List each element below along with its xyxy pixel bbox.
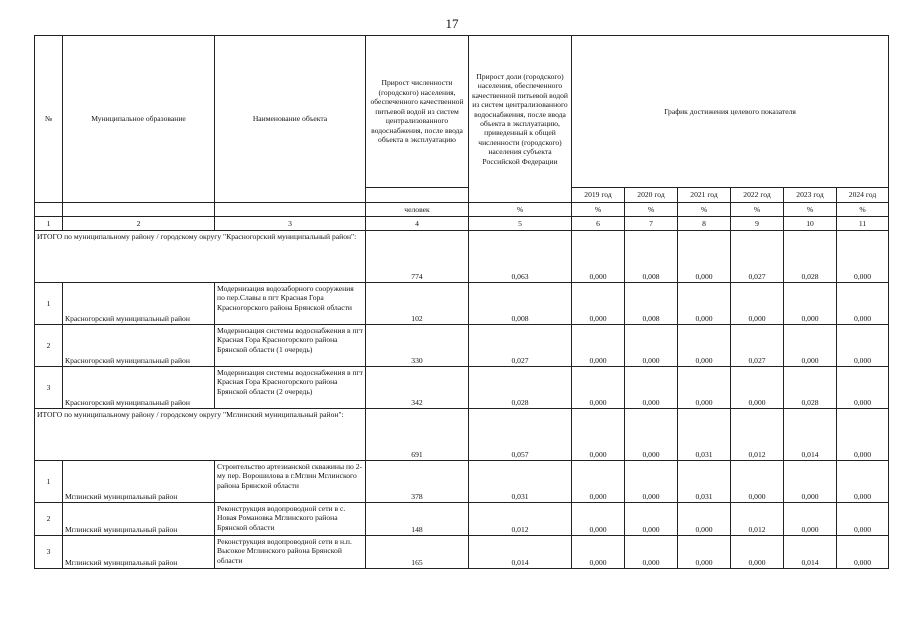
year-value: 0,000 (572, 367, 625, 409)
year-value: 0,000 (678, 367, 731, 409)
year-value: 0,000 (678, 325, 731, 367)
column-number: 11 (837, 217, 889, 231)
year-value: 0,000 (784, 325, 837, 367)
unit-people: человек (366, 203, 469, 217)
year-value: 0,000 (625, 325, 678, 367)
header-year: 2024 год (837, 188, 889, 203)
unit-blank (215, 203, 366, 217)
share-value: 0,014 (469, 536, 572, 569)
column-number: 8 (678, 217, 731, 231)
year-value: 0,000 (678, 503, 731, 536)
header-year: 2021 год (678, 188, 731, 203)
row-number: 2 (35, 503, 63, 536)
row-number: 2 (35, 325, 63, 367)
people-value: 342 (366, 367, 469, 409)
year-value: 0,000 (625, 503, 678, 536)
unit-pct: % (625, 203, 678, 217)
year-value: 0,000 (837, 461, 889, 503)
people-value: 148 (366, 503, 469, 536)
header-schedule: График достижения целевого показателя (572, 36, 889, 188)
year-value: 0,000 (784, 503, 837, 536)
header-no: № (35, 36, 63, 203)
header-municipality: Муниципальное образование (63, 36, 215, 203)
object-name: Реконструкция водопроводной сети в с. Новая Романовка Мглинского района Брянской области (215, 503, 366, 536)
year-value: 0,031 (678, 461, 731, 503)
row-number: 1 (35, 461, 63, 503)
share-value: 0,027 (469, 325, 572, 367)
unit-pct: % (731, 203, 784, 217)
year-value: 0,000 (837, 367, 889, 409)
object-name: Модернизация системы водоснабжения в пгт Красная Гора Красногорского района Брянской области (2 очередь) (215, 367, 366, 409)
header-year: 2022 год (731, 188, 784, 203)
municipality-name: Красногорский муниципальный район (63, 325, 215, 367)
unit-pct: % (837, 203, 889, 217)
column-number: 3 (215, 217, 366, 231)
column-number: 6 (572, 217, 625, 231)
column-number: 7 (625, 217, 678, 231)
year-value: 0,027 (731, 325, 784, 367)
unit-blank (35, 203, 63, 217)
year-value: 0,000 (625, 536, 678, 569)
people-value: 330 (366, 325, 469, 367)
year-value: 0,000 (625, 461, 678, 503)
row-number: 3 (35, 367, 63, 409)
year-value: 0,000 (678, 283, 731, 325)
year-value: 0,012 (731, 409, 784, 461)
unit-pct: % (678, 203, 731, 217)
unit-pct: % (469, 203, 572, 217)
year-value: 0,000 (837, 409, 889, 461)
unit-pct: % (784, 203, 837, 217)
year-value: 0,000 (784, 461, 837, 503)
total-people: 691 (366, 409, 469, 461)
year-value: 0,000 (837, 325, 889, 367)
row-number: 1 (35, 283, 63, 325)
header-year: 2023 год (784, 188, 837, 203)
year-value: 0,008 (625, 283, 678, 325)
object-name: Модернизация водозаборного сооружения по пер.Славы в пгт Красная Гора Красногорского района Брянской области (215, 283, 366, 325)
target-indicator-table (34, 35, 889, 569)
year-value: 0,000 (625, 409, 678, 461)
object-name: Реконструкция водопроводной сети в н.п. Высокое Мглинского района Брянской области (215, 536, 366, 569)
year-value: 0,000 (731, 283, 784, 325)
year-value: 0,031 (678, 409, 731, 461)
share-value: 0,008 (469, 283, 572, 325)
year-value: 0,028 (784, 367, 837, 409)
year-value: 0,000 (572, 283, 625, 325)
year-value: 0,014 (784, 409, 837, 461)
total-row (35, 409, 889, 461)
table-row (35, 325, 889, 367)
year-value: 0,000 (837, 283, 889, 325)
unit-pct: % (572, 203, 625, 217)
year-value: 0,008 (625, 231, 678, 283)
year-value: 0,000 (572, 325, 625, 367)
table-row (35, 503, 889, 536)
header-pop-spacer (366, 188, 469, 203)
people-value: 165 (366, 536, 469, 569)
year-value: 0,014 (784, 536, 837, 569)
year-value: 0,000 (837, 536, 889, 569)
table-row (35, 367, 889, 409)
share-value: 0,028 (469, 367, 572, 409)
column-number: 1 (35, 217, 63, 231)
municipality-name: Красногорский муниципальный район (63, 367, 215, 409)
year-value: 0,028 (784, 231, 837, 283)
municipality-name: Красногорский муниципальный район (63, 283, 215, 325)
year-value: 0,000 (731, 461, 784, 503)
header-share-growth: Прирост доли (городского) населения, обеспеченного качественной питьевой водой из систем централизованного водоснабжения, после ввода объекта в эксплуатацию, приведенный к общей численности (городского) населения субъекта Российской Федерации (469, 36, 572, 203)
row-number: 3 (35, 536, 63, 569)
object-name: Строительство артезианской скважины по 2-му пер. Ворошилова в г.Мглин Мглинского района Брянской области (215, 461, 366, 503)
total-label: ИТОГО по муниципальному району / городскому округу "Мглинский муниципальный район": (35, 409, 366, 461)
column-number: 5 (469, 217, 572, 231)
table-row (35, 461, 889, 503)
municipality-name: Мглинский муниципальный район (63, 461, 215, 503)
header-object: Наименование объекта (215, 36, 366, 203)
year-value: 0,000 (837, 503, 889, 536)
share-value: 0,012 (469, 503, 572, 536)
year-value: 0,000 (837, 231, 889, 283)
page-number: 17 (445, 16, 459, 31)
total-row (35, 231, 889, 283)
header-year: 2019 год (572, 188, 625, 203)
people-value: 102 (366, 283, 469, 325)
people-value: 378 (366, 461, 469, 503)
total-label: ИТОГО по муниципальному району / городскому округу "Красногорский муниципальный район": (35, 231, 366, 283)
header-pop-growth: Прирост численности (городского) населения, обеспеченного качественной питьевой водой из систем централизованного водоснабжения, после ввода объекта в эксплуатацию (366, 36, 469, 188)
column-number: 4 (366, 217, 469, 231)
municipality-name: Мглинский муниципальный район (63, 503, 215, 536)
header-year: 2020 год (625, 188, 678, 203)
year-value: 0,012 (731, 503, 784, 536)
year-value: 0,000 (625, 367, 678, 409)
unit-blank (63, 203, 215, 217)
total-share: 0,057 (469, 409, 572, 461)
table-row (35, 536, 889, 569)
year-value: 0,000 (572, 231, 625, 283)
year-value: 0,000 (572, 536, 625, 569)
year-value: 0,027 (731, 231, 784, 283)
share-value: 0,031 (469, 461, 572, 503)
year-value: 0,000 (784, 283, 837, 325)
object-name: Модернизация системы водоснабжения в пгт Красная Гора Красногорского района Брянской области (1 очередь) (215, 325, 366, 367)
column-number: 10 (784, 217, 837, 231)
year-value: 0,000 (678, 231, 731, 283)
year-value: 0,000 (572, 409, 625, 461)
year-value: 0,000 (731, 367, 784, 409)
year-value: 0,000 (678, 536, 731, 569)
total-share: 0,063 (469, 231, 572, 283)
municipality-name: Мглинский муниципальный район (63, 536, 215, 569)
table-row (35, 283, 889, 325)
year-value: 0,000 (572, 461, 625, 503)
total-people: 774 (366, 231, 469, 283)
year-value: 0,000 (572, 503, 625, 536)
year-value: 0,000 (731, 536, 784, 569)
column-number: 2 (63, 217, 215, 231)
column-number: 9 (731, 217, 784, 231)
